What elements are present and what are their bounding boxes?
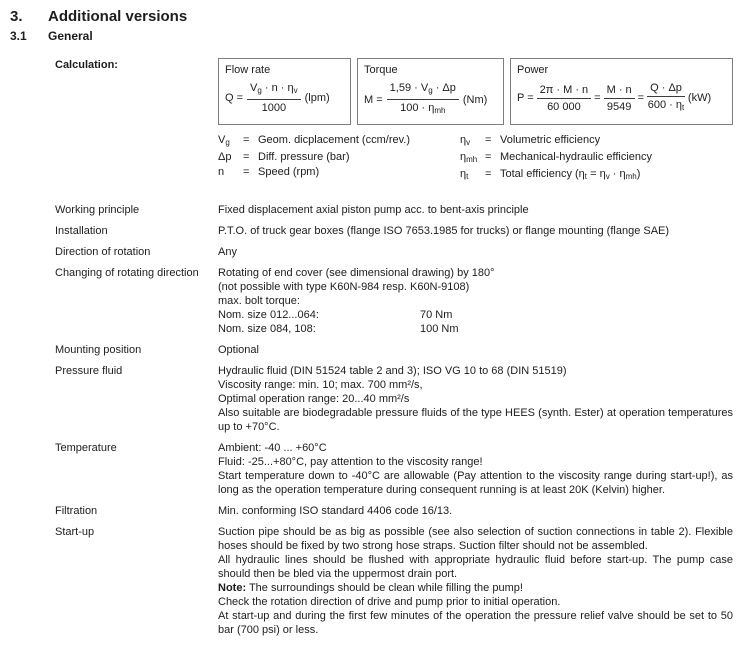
legend-row bbox=[218, 165, 460, 180]
legend-row bbox=[460, 167, 652, 184]
power-numerator-3 bbox=[647, 81, 685, 97]
formula-text: 2π · M · n bbox=[539, 83, 589, 96]
legend-row bbox=[460, 150, 652, 167]
legend-equals: = bbox=[485, 134, 492, 146]
power-unit: (kW) bbox=[687, 92, 712, 104]
power-equals-1: = bbox=[594, 92, 601, 104]
spec-line: Any bbox=[218, 246, 237, 258]
spec-line: (not possible with type K60N-984 resp. K60N-9108) bbox=[218, 281, 470, 293]
power-equals-2: = bbox=[637, 92, 645, 104]
torque-fraction bbox=[387, 81, 459, 118]
spec-content bbox=[218, 441, 733, 497]
legend-equals: = bbox=[485, 151, 492, 163]
specification-rows bbox=[10, 203, 731, 637]
spec-label: Changing of rotating direction bbox=[55, 267, 199, 279]
subscript: t bbox=[584, 172, 588, 181]
subscript: v bbox=[293, 86, 298, 95]
torque-unit: (Nm) bbox=[462, 93, 488, 106]
spec-row bbox=[10, 364, 731, 434]
spec-line: Optional bbox=[218, 344, 259, 356]
subscript: v bbox=[605, 172, 610, 181]
spec-content bbox=[218, 266, 733, 336]
power-numerator-1 bbox=[537, 83, 592, 99]
legend-equals: = bbox=[243, 151, 250, 163]
formula-text: = η bbox=[587, 168, 606, 180]
subscript: v bbox=[466, 138, 471, 147]
legend-row bbox=[218, 150, 460, 165]
legend-equals: = bbox=[243, 166, 250, 178]
spec-content bbox=[218, 364, 733, 434]
subscript: g bbox=[225, 138, 230, 147]
spec-line-value: 70 Nm bbox=[420, 309, 453, 321]
spec-line-text: Nom. size 012...064: bbox=[218, 309, 319, 321]
spec-content bbox=[218, 504, 733, 518]
spec-line bbox=[218, 581, 733, 595]
spec-row bbox=[10, 343, 731, 357]
spec-line: Fluid: -25...+80°C, pay attention to the viscosity range! bbox=[218, 456, 483, 468]
torque-denominator bbox=[400, 100, 445, 118]
subscript: g bbox=[428, 86, 433, 95]
formula-text: V bbox=[250, 82, 258, 94]
legend-description bbox=[500, 167, 652, 184]
spec-line: Also suitable are biodegradable pressure fluids of the type HEES (synth. Ester) at operation temperatures up to +70°C. bbox=[218, 407, 733, 433]
flow-rate-numerator bbox=[247, 81, 301, 100]
spec-line: Suction pipe should be as big as possible (see also selection of suction connections in table 2). Flexible hoses should be fixed by two strong hose straps. Suction filter should not be assembled. bbox=[218, 526, 733, 552]
spec-content bbox=[218, 525, 733, 637]
legend-symbol bbox=[218, 150, 243, 165]
subscript: t bbox=[682, 103, 685, 112]
spec-line: Ambient: -40 ... +60°C bbox=[218, 442, 327, 454]
formula-text: η bbox=[460, 151, 467, 163]
formula-text: ) bbox=[636, 168, 641, 180]
spec-line: Fixed displacement axial piston pump acc. to bent-axis principle bbox=[218, 204, 529, 216]
spec-line: Min. conforming ISO standard 4406 code 16/13. bbox=[218, 505, 453, 517]
flow-rate-unit: (lpm) bbox=[304, 92, 330, 104]
spec-label: Start-up bbox=[55, 526, 95, 538]
formula-text: V bbox=[218, 134, 226, 146]
legend-symbol bbox=[218, 133, 243, 150]
formula-text: Q · Δp bbox=[650, 82, 682, 94]
power-fraction-1 bbox=[537, 83, 592, 114]
power-denominator-1 bbox=[547, 99, 581, 114]
formula-text: Δp bbox=[218, 151, 232, 163]
calculation-label: Calculation: bbox=[55, 59, 118, 71]
power-denominator-3 bbox=[648, 97, 684, 115]
spec-row bbox=[10, 203, 731, 217]
torque-box bbox=[357, 58, 504, 125]
legend-symbol bbox=[460, 167, 485, 184]
legend-right-column bbox=[460, 133, 652, 184]
subsection-title: General bbox=[48, 29, 93, 43]
formula-text: · Δp bbox=[432, 82, 456, 94]
legend-symbol bbox=[460, 150, 485, 167]
power-lhs: P = bbox=[517, 92, 534, 104]
torque-lhs: M = bbox=[364, 93, 383, 106]
torque-numerator bbox=[387, 81, 459, 100]
formula-boxes bbox=[218, 58, 733, 125]
flow-rate-formula bbox=[225, 81, 344, 115]
formula-text: 1000 bbox=[261, 102, 287, 114]
spec-row bbox=[10, 224, 731, 238]
calculation-content bbox=[218, 58, 733, 184]
formula-text: · η bbox=[609, 168, 626, 180]
spec-label: Filtration bbox=[55, 505, 98, 517]
legend-row bbox=[218, 133, 460, 150]
legend-left-column bbox=[218, 133, 460, 184]
flow-rate-lhs: Q = bbox=[225, 92, 244, 104]
spec-line: Rotating of end cover (see dimensional drawing) by 180° bbox=[218, 267, 495, 279]
flow-rate-title: Flow rate bbox=[225, 64, 271, 76]
section-number: 3. bbox=[10, 8, 23, 25]
spec-content bbox=[218, 245, 733, 259]
formula-text: Speed (rpm) bbox=[258, 166, 320, 178]
formula-text: Diff. pressure (bar) bbox=[258, 151, 350, 163]
power-fraction-2 bbox=[604, 83, 635, 114]
spec-content bbox=[218, 343, 733, 357]
power-formula bbox=[517, 81, 726, 115]
spec-label: Pressure fluid bbox=[55, 365, 123, 377]
spec-content bbox=[218, 203, 733, 217]
spec-line: All hydraulic lines should be flushed with appropriate hydraulic fluid before start-up. The pump case should then be bled via the uppermost drain port. bbox=[218, 554, 733, 580]
spec-line: At start-up and during the first few minutes of the operation the pressure relief valve should be set to 50 bar (700 psi) or less. bbox=[218, 610, 733, 636]
flow-rate-box bbox=[218, 58, 351, 125]
subsection-number: 3.1 bbox=[10, 29, 27, 43]
legend-row bbox=[460, 133, 652, 150]
power-box bbox=[510, 58, 733, 125]
symbol-legend bbox=[218, 133, 733, 184]
spec-line: Check the rotation direction of drive and pump prior to initial operation. bbox=[218, 596, 561, 608]
spec-label: Mounting position bbox=[55, 344, 142, 356]
section-heading bbox=[10, 8, 731, 26]
spec-label: Direction of rotation bbox=[55, 246, 151, 258]
spec-line-text: Nom. size 084, 108: bbox=[218, 323, 316, 335]
flow-rate-denominator bbox=[262, 100, 286, 115]
power-denominator-2 bbox=[607, 99, 631, 114]
legend-description bbox=[500, 133, 652, 150]
formula-text: · n · η bbox=[261, 82, 294, 94]
formula-text: Mechanical-hydraulic efficiency bbox=[500, 151, 653, 163]
calculation-section bbox=[10, 58, 731, 184]
section-title: Additional versions bbox=[48, 8, 188, 25]
spec-line: Hydraulic fluid (DIN 51524 table 2 and 3); ISO VG 10 to 68 (DIN 51519) bbox=[218, 365, 567, 377]
power-numerator-2 bbox=[604, 83, 635, 99]
formula-text: 1,59 · V bbox=[389, 82, 429, 94]
spec-line bbox=[218, 308, 733, 322]
formula-text: n bbox=[218, 166, 225, 178]
spec-line: Viscosity range: min. 10; max. 700 mm²/s, bbox=[218, 379, 423, 391]
subscript: g bbox=[257, 86, 262, 95]
formula-text: 100 · η bbox=[400, 102, 435, 114]
power-fraction-3 bbox=[647, 81, 685, 115]
formula-text: 600 · η bbox=[647, 99, 683, 111]
subscript: mh bbox=[434, 106, 446, 115]
spec-label: Installation bbox=[55, 225, 108, 237]
spec-line: Optimal operation range: 20...40 mm²/s bbox=[218, 393, 410, 405]
legend-description bbox=[258, 165, 460, 180]
spec-label: Temperature bbox=[55, 442, 117, 454]
spec-content bbox=[218, 224, 733, 238]
spec-line: max. bolt torque: bbox=[218, 295, 300, 307]
torque-title: Torque bbox=[364, 64, 398, 76]
legend-equals: = bbox=[485, 168, 492, 180]
legend-description bbox=[258, 133, 460, 150]
subscript: mh bbox=[466, 155, 478, 164]
spec-line-value: 100 Nm bbox=[420, 323, 459, 335]
spec-row bbox=[10, 504, 731, 518]
spec-row bbox=[10, 245, 731, 259]
legend-description bbox=[258, 150, 460, 165]
subscript: t bbox=[466, 172, 469, 181]
formula-text: M · n bbox=[606, 83, 632, 96]
formula-text: Volumetric efficiency bbox=[500, 134, 601, 146]
formula-text: 60 000 bbox=[547, 100, 581, 113]
spec-row bbox=[10, 525, 731, 637]
spec-line-text: The surroundings should be clean while filling the pump! bbox=[246, 582, 523, 594]
torque-formula bbox=[364, 81, 497, 118]
legend-equals: = bbox=[243, 134, 250, 146]
legend-symbol bbox=[218, 165, 243, 180]
spec-line bbox=[218, 322, 733, 336]
power-title: Power bbox=[517, 64, 549, 76]
legend-symbol bbox=[460, 133, 485, 150]
spec-line: P.T.O. of truck gear boxes (flange ISO 7653.1985 for trucks) or flange mounting (flange SAE) bbox=[218, 225, 670, 237]
spec-row bbox=[10, 441, 731, 497]
formula-text: Total efficiency (η bbox=[500, 168, 585, 180]
flow-rate-fraction bbox=[247, 81, 301, 115]
formula-text: η bbox=[460, 134, 467, 146]
subscript: mh bbox=[625, 172, 637, 181]
formula-text: 9549 bbox=[606, 100, 632, 113]
spec-label: Working principle bbox=[55, 204, 140, 216]
spec-line-note-prefix: Note: bbox=[218, 582, 247, 594]
legend-description bbox=[500, 150, 652, 167]
subsection-heading bbox=[10, 29, 731, 44]
formula-text: η bbox=[460, 168, 467, 180]
spec-line: Start temperature down to -40°C are allowable (Pay attention to the viscosity range during start-up!), as long as the operation temperature during consequent running is at least 20K (Kelvin) higher. bbox=[218, 470, 733, 496]
spec-row bbox=[10, 266, 731, 336]
formula-text: Geom. dicplacement (ccm/rev.) bbox=[258, 134, 411, 146]
